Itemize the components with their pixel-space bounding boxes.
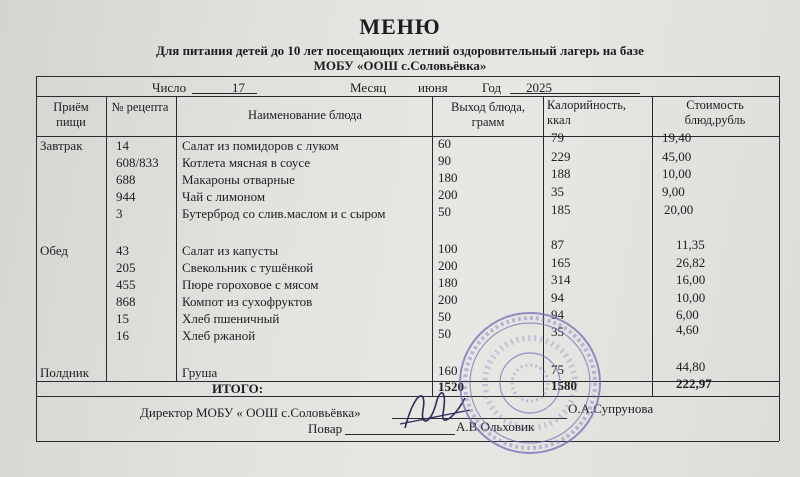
weight-cell: 180 [438,275,458,290]
dish-cell: Макароны отварные [182,172,295,187]
weight-cell: 200 [438,258,458,273]
col-header-cost: Стоимость блюд,рубль [684,98,746,127]
dish-cell: Салат из капусты [182,243,279,258]
col-header-recipe: № рецепта [111,100,169,114]
total-label: ИТОГО: [212,381,264,396]
recipe-cell: 205 [116,260,136,275]
kcal-cell: 35 [551,184,564,199]
total-weight: 1520 [438,379,464,394]
kcal-cell: 165 [551,255,571,270]
col-sep-3 [432,96,433,396]
kcal-cell: 229 [551,149,571,164]
cost-cell: 4,60 [676,322,699,337]
cook-name: А.В.Ольховик [456,419,535,434]
weight-cell: 200 [438,292,458,307]
recipe-cell: 14 [116,138,129,153]
cost-cell: 19,40 [662,130,692,145]
month-value: июня [418,80,448,95]
weight-cell: 160 [438,363,458,378]
cook-label: Повар [308,421,343,436]
recipe-cell: 43 [116,243,129,258]
dish-cell: Компот из сухофруктов [182,294,313,309]
recipe-cell: 15 [116,311,129,326]
kcal-cell: 185 [551,202,571,217]
weight-cell: 180 [438,170,458,185]
subtitle-line-1: Для питания детей до 10 лет посещающих летний оздоровительный лагерь на базе [156,43,644,58]
cost-cell: 20,00 [664,202,694,217]
cost-cell: 26,82 [676,255,706,270]
dish-cell: Хлеб ржаной [182,328,256,343]
director-label: Директор МОБУ « ООШ с.Соловьёвка» [140,405,361,420]
kcal-cell: 314 [551,272,571,287]
dish-cell: Пюре гороховое с мясом [182,277,319,292]
cost-cell: 6,00 [676,307,699,322]
recipe-cell: 455 [116,277,136,292]
cost-cell: 9,00 [662,184,685,199]
round-stamp [455,308,605,458]
header-top-line [36,96,779,97]
weight-cell: 50 [438,326,451,341]
cost-cell: 10,00 [662,166,692,181]
col-header-kcal: Калорийность, ккал [547,98,627,127]
cost-cell: 11,35 [676,237,705,252]
table-right-border [779,76,780,441]
cost-cell: 10,00 [676,290,706,305]
dish-cell: Котлета мясная в соусе [182,155,311,170]
weight-cell: 90 [438,153,451,168]
director-name: О.А.Супрунова [568,401,654,416]
kcal-cell: 188 [551,166,571,181]
total-cost: 222,97 [676,376,712,391]
kcal-cell: 94 [551,290,564,305]
dish-cell: Хлеб пшеничный [182,311,280,326]
kcal-cell: 87 [551,237,564,252]
cost-cell: 16,00 [676,272,706,287]
weight-cell: 100 [438,241,458,256]
recipe-cell: 868 [116,294,136,309]
col-header-dish: Наименование блюда [248,108,362,122]
kcal-cell: 79 [551,130,564,145]
dish-cell: Салат из помидоров с луком [182,138,339,153]
day-underline [192,93,257,94]
weight-cell: 60 [438,136,451,151]
cost-cell: 45,00 [662,149,692,164]
weight-cell: 200 [438,187,458,202]
recipe-cell: 3 [116,206,123,221]
page-title: МЕНЮ [359,14,441,39]
kcal-cell: 75 [551,362,564,377]
month-label: Месяц [350,80,387,95]
meal-cell: Полдник [40,365,90,380]
recipe-cell: 688 [116,172,136,187]
weight-cell: 50 [438,204,451,219]
day-value: 17 [232,80,245,95]
col-sep-1 [106,96,107,381]
weight-cell: 50 [438,309,451,324]
col-sep-5 [652,96,653,396]
recipe-cell: 608/833 [116,155,159,170]
year-value: 2025 [526,80,552,95]
kcal-cell: 35 [551,324,564,339]
total-kcal: 1580 [551,378,577,393]
col-header-meal: Приём пищи [53,100,89,129]
dish-cell: Бутерброд со слив.маслом и с сыром [182,206,386,221]
meal-cell: Завтрак [40,138,83,153]
recipe-cell: 944 [116,189,136,204]
col-header-weight: Выход блюда, грамм [451,100,525,129]
subtitle-line-2: МОБУ «ООШ с.Соловьёвка» [313,58,487,73]
recipe-cell: 16 [116,328,129,343]
dish-cell: Груша [182,365,218,380]
meal-cell: Обед [40,243,69,258]
kcal-cell: 94 [551,307,564,322]
cost-cell: 44,80 [676,359,706,374]
year-label: Год [482,80,502,95]
dish-cell: Свекольник с тушёнкой [182,260,314,275]
table-top-border [36,76,779,77]
table-left-border [36,76,37,441]
day-label: Число [152,80,187,95]
dish-cell: Чай с лимоном [182,189,266,204]
table-bottom-border [36,441,779,442]
col-sep-2 [176,96,177,381]
